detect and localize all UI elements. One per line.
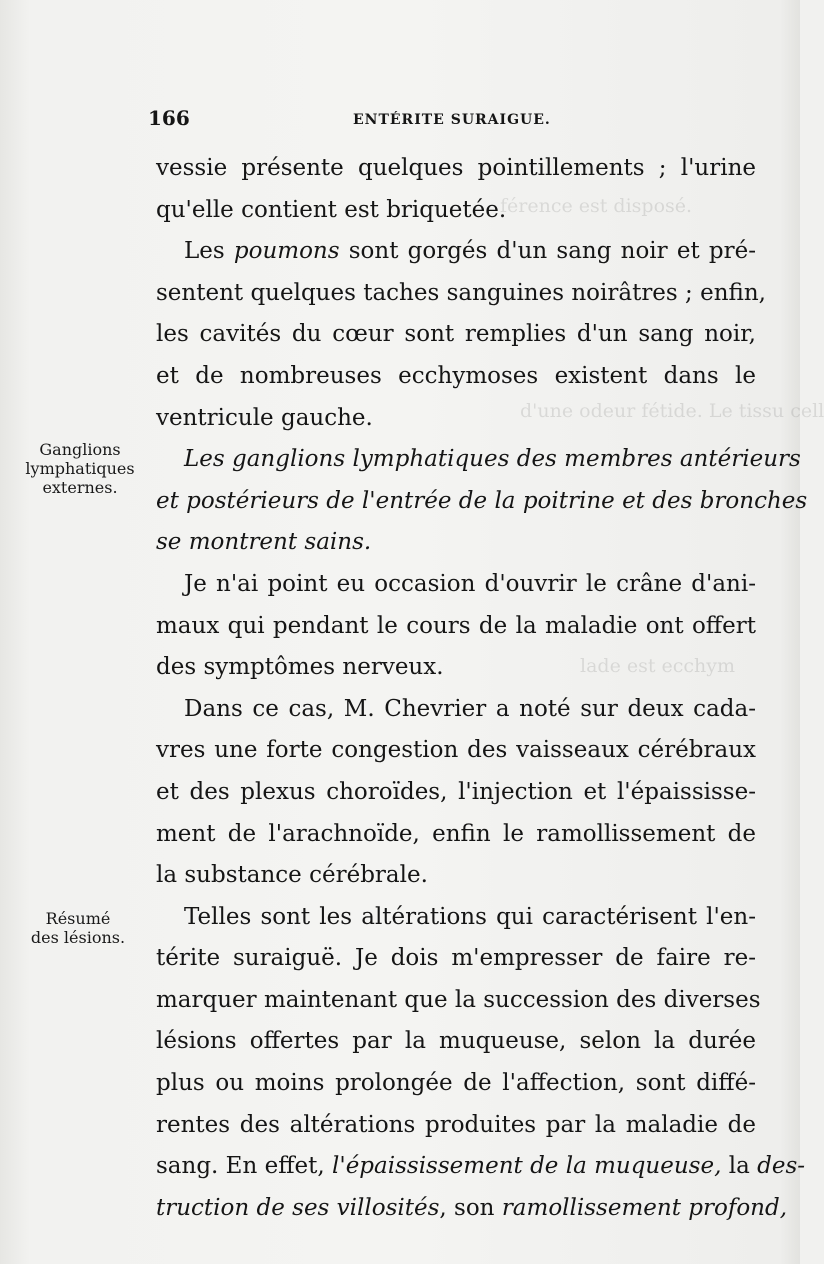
text-line [156,1146,806,1188]
text-line: et postérieurs de l'entrée de la poitrine et des bronches [156,487,808,514]
text-line: marquer maintenant que la succession des diverses [156,986,761,1013]
text-run: Les [184,238,234,265]
text-line: les cavités du cœur sont remplies d'un sang noir, [156,321,756,348]
text-run: sont gorgés d'un sang noir et pré- [339,238,757,265]
text-line: ventricule gauche. [156,404,373,431]
margin-note-resume [12,909,144,947]
margin-note-ganglions [14,440,146,497]
italic-term: l'épaississement de la muqueuse, [332,1153,722,1180]
margin-note-line: Ganglions [39,440,121,459]
page-number: 166 [148,106,190,130]
running-title: ENTÉRITE SURAIGUE. [353,112,551,128]
text-line: rentes des altérations produites par la maladie de [156,1111,756,1138]
italic-term: poumons [233,238,340,265]
text-line: vres une forte congestion des vaisseaux cérébraux [156,737,756,764]
text-line: et des plexus choroïdes, l'injection et l'épaississe- [156,778,756,805]
bleed-through-text: férence est disposé. [500,195,693,217]
page-header [148,106,568,136]
text-line: Les ganglions lymphatiques des membres antérieurs [184,446,801,473]
text-line: maux qui pendant le cours de la maladie ont offert [156,612,756,639]
text-line [156,1188,788,1230]
margin-note-line: des lésions. [30,928,126,947]
text-run: , son [439,1194,502,1221]
body-text [156,148,808,1229]
text-run: sang. En effet, [156,1153,333,1180]
text-line: la substance cérébrale. [156,862,428,889]
text-line: ment de l'arachnoïde, enfin le ramollissement de [156,820,756,847]
text-run: la [721,1153,758,1180]
margin-note-line: externes. [42,478,118,497]
text-line: Telles sont les altérations qui caractérisent l'en- [184,903,756,930]
text-line: qu'elle contient est briquetée. [156,196,507,223]
text-line: Je n'ai point eu occasion d'ouvrir le crâne d'ani- [184,570,756,597]
bleed-through-text: lade est ecchym [580,655,736,677]
italic-term: ramollissement profond, [501,1194,788,1221]
text-line: et de nombreuses ecchymoses existent dans le [156,362,756,389]
margin-note-line: lymphatiques [25,459,135,478]
text-line: térite suraiguë. Je dois m'empresser de faire re- [156,945,756,972]
italic-term: des- [757,1153,806,1180]
text-line: plus ou moins prolongée de l'affection, sont diffé- [156,1070,756,1097]
text-line: vessie présente quelques pointillements ; l'urine [156,155,756,181]
text-line: Dans ce cas, M. Chevrier a noté sur deux cada- [184,695,756,722]
text-line: lésions offertes par la muqueuse, selon la durée [156,1028,756,1055]
margin-note-line: Résumé [45,909,111,928]
text-line: des symptômes nerveux. [156,654,444,681]
text-line [156,231,756,273]
bleed-through-text: d'une odeur fétide. Le tissu cell [520,400,824,422]
text-line: se montrent sains. [156,529,372,556]
text-line: sentent quelques taches sanguines noirâtres ; enfin, [156,279,766,306]
italic-term: truction de ses villosités [156,1194,440,1221]
